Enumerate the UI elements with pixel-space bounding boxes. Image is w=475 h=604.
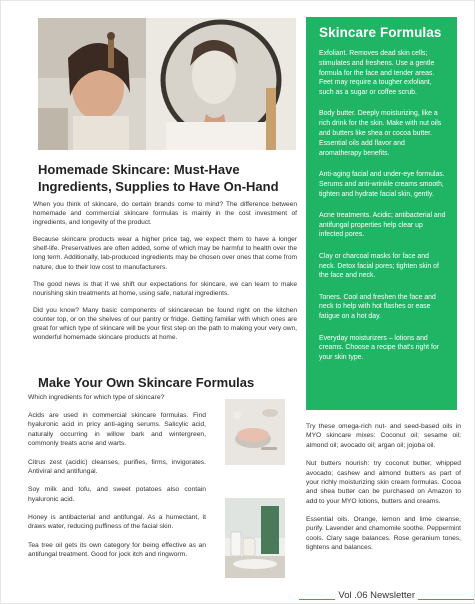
intro-paragraph: Did you know? Many basic components of skincarecan be found right on the kitchen counter top, or on the shelves of our pantry or fridge. Getting familiar with which ones are great for which type of skincare will be your first step on the path to making your very own, wonderful homemade skincare products at home. [33,306,297,342]
intro-paragraph: The good news is that if we shift our expectations for skincare, we can learn to make nourishing skin treatments at home, using safe, natural ingredients. [33,280,297,297]
ingredient-paragraph: Acids are used in commercial skincare formulas. Find hyaluronic acid in pricy anti-aging serums. Salicylic acid, naturally occurring in willow bark and wintergreen, commonly treats acne and warts. [28,412,206,448]
skincare-formulas-panel [306,17,457,410]
formula-item: Body butter. Deeply moisturizing, like a rich drink for the skin. Make with nut oils and butters like shea or cocoa butter. Essential oils add flavor and aromatherapy benefits. [319,110,442,157]
formula-item: Clay or charcoal masks for face and neck. Detox facial pores; tighten skin of the face and neck. [319,252,439,280]
skincare-ingredients-bowl-photo [225,399,285,465]
intro-text [33,200,297,350]
formula-item: Acne treatments. Acidic; antibacterial and antifungal properties help clear up infected pores. [319,211,446,239]
article-title: Homemade Skincare: Must-Have Ingredients, Supplies to Have On-Hand [38,162,279,195]
ingredients-right-column [306,422,461,562]
formula-item: Everyday moisturizers – lotions and creams. Choose a recipe that's right for your skin type. [319,334,440,362]
ingredient-paragraph: Try these omega-rich nut- and seed-based oils in MYO skincare mixes: Coconut oil; sesame oil; almond oil; avocado oil; argan oil; jojoba oil. [306,423,461,449]
ingredient-paragraph: Tea tree oil gets its own category for being effective as an antifungal treatment. Good for jock itch and ringworm. [28,541,206,559]
formula-item: Exfoliant. Removes dead skin cells; stimulates and freshens. Use a gentle formula for the face and tender areas. Feet may require a tougher exfoliant, such as a sugar or coffee scrub. [319,50,435,97]
woman-applying-serum-photo [38,18,146,150]
intro-paragraph: Because skincare products wear a higher price tag, we expect them to have a longer shelf-life. Preservatives are often added, some of which may be harmful to health over the long term. Additionally, lab-produced ingredients may be chosen over ones that come from nature, due to their low cost to manufacturers. [33,236,297,271]
formula-item: Anti-aging facial and under-eye formulas. Serums and anti-wrinkle creams smooth, tighten and hydrate facial skin, gently. [319,170,445,198]
bathroom-skincare-products-photo [225,498,285,578]
section-question: Which ingredients for which type of skincare? [28,394,165,401]
intro-paragraph: When you think of skincare, do certain brands come to mind? The difference between homemade and commercial skincare formulas is mainly in the cost investment of ingredients, and longevity of the product. [33,201,297,227]
panel-title: Skincare Formulas [319,25,442,40]
ingredient-paragraph: Soy milk and tofu, and sweet potatoes also contain hyaluronic acid. [28,486,206,503]
ingredient-paragraph: Honey is antibacterial and antifungal. As a humectant, it draws water, reducing puffiness of the facial skin. [28,514,206,531]
newsletter-volume: Vol .06 Newsletter [335,590,418,601]
page-footer [1,589,474,603]
ingredients-left-column [28,411,206,569]
section-subtitle: Make Your Own Skincare Formulas [38,375,255,390]
ingredient-paragraph: Nut butters nourish: try coconut butter, whipped avocado; cashew and almond butters as part of your richly moisturizing skin cream formulas. Cocoa and shea butter can be purchased on Amazon to add to your MYO lotions, butters and creams. [306,460,461,505]
ingredient-paragraph: Citrus zest (acidic) cleanses, purifies, firms, invigorates. Antiviral and antifungal. [28,458,206,475]
ingredient-paragraph: Essential oils. Orange, lemon and lime cleanse, purify. Lavender and chamomile soothe. Peppermint cools. Clary sage balances. Rose geranium tones, tightens and balances. [306,516,461,552]
formula-item: Toners. Cool and freshen the face and neck to help with hot flashes or ease fatigue on a hot day. [319,293,436,321]
woman-with-face-mask-photo [146,18,296,150]
